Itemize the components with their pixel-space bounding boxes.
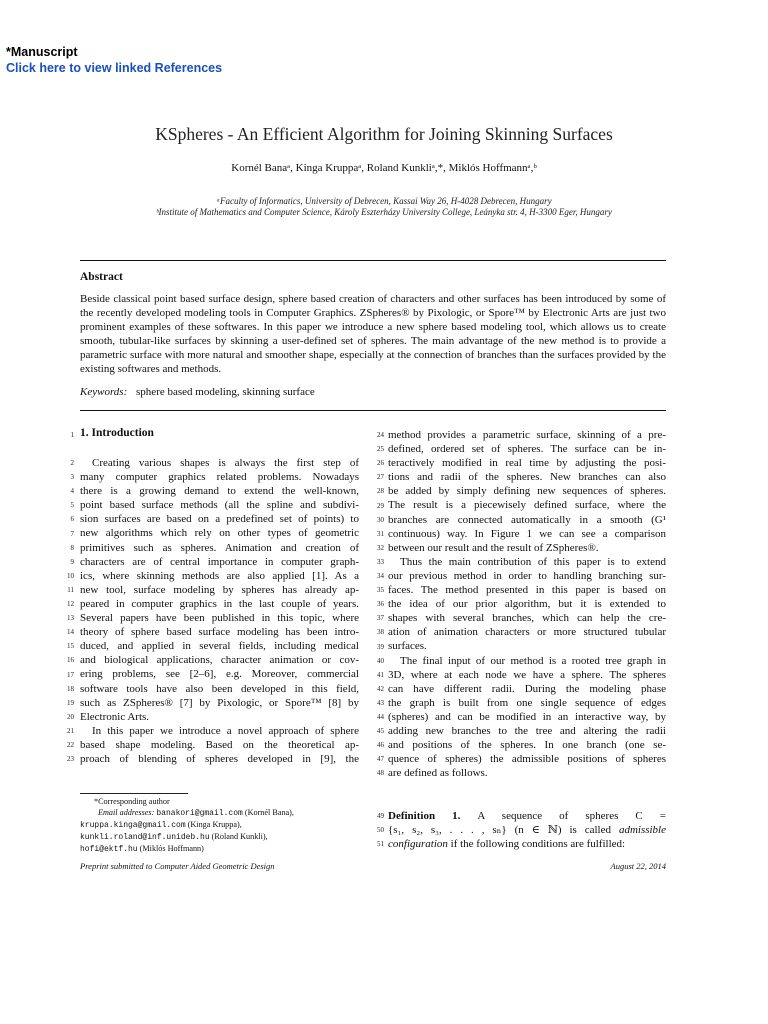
keywords — [80, 386, 315, 398]
emphasis: admissible — [618, 824, 666, 837]
line-number: 42 — [377, 684, 384, 693]
line-number: 22 — [67, 741, 74, 749]
email-owner: (Kornél Bana), — [244, 808, 294, 817]
line-number: 8 — [70, 543, 74, 552]
line-number: 7 — [70, 529, 74, 538]
text-line: tions and radii of the spheres. New branches can also — [388, 471, 666, 484]
line-number: 21 — [67, 726, 74, 735]
preprint-note: Preprint submitted to Computer Aided Geometric Design — [80, 861, 275, 871]
line-number: 51 — [377, 840, 384, 849]
linked-references-link[interactable]: Click here to view linked References — [6, 61, 223, 75]
affiliation-a: ᵃFaculty of Informatics, University of Debrecen, Kassai Way 26, H-4028 Debrecen, Hungary — [216, 196, 552, 206]
text-line: (spheres) and can be modified in an interactive way, by — [388, 710, 666, 723]
affiliation-b: ᵇInstitute of Mathematics and Computer Science, Károly Eszterházy University College, Leányka str. 4, H-3300 Eger, Hungary — [156, 207, 612, 217]
left-column-body — [80, 456, 359, 766]
keywords-value: sphere based modeling, skinning surface — [136, 386, 315, 398]
text-line: Electronic Arts. — [80, 710, 150, 723]
line-number: 33 — [377, 557, 384, 566]
text-line: surfaces. — [388, 640, 427, 653]
line-number: 32 — [377, 543, 384, 552]
line-number: 38 — [377, 628, 384, 637]
line-number: 26 — [377, 459, 384, 468]
emphasis: configuration — [388, 838, 448, 851]
author-list: Kornél Banaᵃ, Kinga Kruppaᵃ, Roland Kunkliᵃ,*, Miklós Hoffmannᵃ,ᵇ — [231, 162, 537, 174]
email-owner: (Miklós Hoffmann) — [139, 844, 204, 853]
email-line — [80, 843, 370, 855]
line-number: 24 — [377, 431, 384, 439]
line-number: 4 — [70, 487, 74, 496]
text-line: new tool, surface modeling by spheres has already ap- — [80, 583, 359, 596]
line-number: 23 — [67, 755, 74, 764]
email-address[interactable]: banakori@gmail.com — [156, 809, 243, 818]
line-number: 10 — [67, 571, 74, 580]
email-owner: (Roland Kunkli), — [211, 832, 268, 841]
text-line: and biological applications, character animation or cov- — [80, 654, 359, 667]
line-number: 37 — [377, 614, 384, 623]
text-line: teractively modified in real time by adjusting the posi- — [388, 457, 666, 470]
text-line: such as ZSpheres® [7] by Pixologic, or Spore™ [8] by — [80, 696, 359, 709]
text-line: ics, where skinning methods are also applied [1]. As a — [80, 569, 359, 582]
definition-1 — [388, 809, 666, 851]
line-number: 46 — [377, 741, 384, 750]
email-address[interactable]: kunkli.roland@inf.unideb.hu — [80, 833, 210, 842]
line-number: 5 — [70, 501, 74, 510]
text-line: can have different radii. During the modeling phase — [388, 682, 666, 695]
text-line: continuous) way. In Figure 1 we can see a comparison — [388, 527, 666, 540]
text-line: characters are of central importance in computer graph- — [80, 555, 359, 568]
line-number: 19 — [67, 698, 74, 707]
manuscript-label: *Manuscript — [6, 45, 78, 59]
keywords-label: Keywords: — [80, 386, 128, 398]
text-line: software tools have also been developed in this field, — [80, 682, 359, 695]
definition-line: {s₁, s₂, s₃, . . . , sₙ} (n ∈ ℕ) is called admissible — [388, 824, 666, 837]
definition-label: Definition 1. — [388, 810, 478, 822]
text-line: there is a growing demand to extend the well-known, — [80, 485, 359, 498]
definition-line: configuration if the following conditions are fulfilled: — [388, 838, 626, 851]
line-number: 39 — [377, 642, 384, 651]
text-line: new algorithms which rely on other types of geometric — [80, 527, 359, 540]
line-number: 44 — [377, 713, 384, 721]
text-line: based shape modeling. Based on the theoretical ap- — [80, 738, 359, 751]
line-number: 3 — [70, 473, 74, 482]
text-line: The final input of our method is a rooted tree graph in — [400, 654, 666, 667]
email-address[interactable]: hofi@ektf.hu — [80, 845, 138, 854]
abstract-text: Beside classical point based surface design, sphere based creation of characters and other surfaces has been introduced by some of the recently developed modeling tools in Computer Graphics. ZSpheres® by Pixologic, or Spore™ by Electronic Arts are just two prominent examples of these softwares. In this paper we introduce a new sphere based modeling tool, which allows us to create smooth, tubular-like surfaces by skinning a user-defined set of spheres. The main advantage of the new method is to provide a parametric surface with more natural and smoother shape, especially at the connection of branches than the surfaces provided by the existing softwares and methods. — [80, 293, 666, 376]
text-line: the idea of our prior algorithm, but it is extended to — [388, 598, 666, 611]
abstract-heading: Abstract — [80, 271, 123, 283]
text-line: duced, and applied in several fields, including medical — [80, 640, 359, 653]
text-line: defined, ordered set of spheres. The surface can be in- — [388, 443, 666, 456]
line-number: 27 — [377, 473, 384, 482]
line-number: 9 — [70, 557, 74, 566]
line-number: 29 — [377, 501, 384, 510]
paper-title: KSpheres - An Efficient Algorithm for Joining Skinning Surfaces — [155, 124, 613, 144]
email-owner: (Kinga Kruppa), — [187, 820, 242, 829]
line-number: 15 — [67, 642, 74, 651]
line-number: 6 — [70, 515, 74, 524]
line-number: 11 — [67, 585, 74, 594]
text-line: Several papers have been published in this topic, where — [80, 612, 359, 625]
text-line: Thus the main contribution of this paper is to extend — [400, 555, 666, 568]
line-number: 13 — [67, 614, 74, 623]
line-number: 25 — [377, 445, 384, 454]
text-line: ation of animation characters or more structured tubular — [388, 626, 666, 639]
text-line: Creating various shapes is always the first step of — [92, 457, 359, 469]
line-number: 34 — [377, 572, 384, 580]
text-line: sion surfaces are based on a predefined set of points) to — [80, 513, 359, 526]
text-line: theory of sphere based surface modeling has been intro- — [80, 626, 359, 639]
line-number: 14 — [67, 628, 74, 637]
text-line: quence of spheres) the admissible positions of spheres — [388, 753, 666, 766]
text-line: ering problems, see [2–6], e.g. Moreover, commercial — [80, 668, 359, 681]
line-number: 31 — [377, 529, 384, 538]
abstract-bottom-rule — [80, 410, 666, 411]
line-number: 49 — [377, 812, 384, 820]
line-number: 17 — [67, 670, 74, 679]
text-line: method provides a parametric surface, skinning of a pre- — [388, 429, 666, 441]
text-line: shapes with several branches, which can help the cre- — [388, 612, 666, 625]
definition-line: Definition 1. A sequence of spheres C = — [388, 810, 666, 822]
text-line: In this paper we introduce a novel approach of sphere — [92, 724, 359, 737]
footnote — [80, 796, 370, 855]
line-number: 41 — [377, 670, 384, 679]
line-number: 50 — [377, 826, 384, 835]
line-number: 47 — [377, 755, 384, 764]
text-line: faces. The method presented in this paper is based on — [388, 584, 666, 597]
line-number: 30 — [377, 515, 384, 524]
text-line: primitives such as spheres. Animation and creation of — [80, 541, 359, 554]
email-line — [80, 831, 370, 843]
text-line: many computer graphics related problems. Nowadays — [80, 471, 359, 484]
footnote-rule — [80, 793, 188, 794]
text-line: our previous method in order to handling branching sur- — [388, 569, 666, 582]
abstract-top-rule — [80, 260, 666, 261]
manuscript-banner — [6, 44, 222, 76]
text-line: be added by simply defining new sequences of spheres. — [388, 485, 666, 498]
line-number: 43 — [377, 698, 384, 707]
line-number: 18 — [67, 684, 74, 693]
line-number: 1 — [70, 431, 74, 439]
right-column-body — [388, 428, 666, 780]
email-address[interactable]: kruppa.kinga@gmail.com — [80, 821, 186, 830]
line-number: 2 — [70, 459, 74, 467]
line-number: 28 — [377, 487, 384, 496]
corresponding-author-note: *Corresponding author — [94, 797, 170, 806]
text-line: branches are connected automatically in a smooth (G¹ — [388, 513, 666, 526]
text-line: and positions of the spheres. In one branch (one se- — [388, 739, 666, 752]
text-line: between our result and the result of ZSpheres®. — [388, 541, 599, 554]
text-line: peared in computer graphics in the last couple of years. — [80, 597, 359, 610]
line-number: 36 — [377, 600, 384, 609]
text-line: the graph is built from one single sequence of edges — [388, 696, 666, 709]
text-line: point based surface methods (all the spline and subdivi- — [80, 499, 359, 512]
email-line — [80, 807, 370, 819]
line-number: 20 — [67, 712, 74, 721]
line-number: 16 — [67, 656, 74, 665]
line-number: 45 — [377, 727, 384, 736]
line-number: 40 — [377, 656, 384, 665]
email-label: Email addresses: — [98, 808, 155, 817]
preprint-date: August 22, 2014 — [610, 861, 666, 871]
text-line: adding new branches to the tree and altering the radii — [388, 724, 666, 737]
text-line: proach of blending of spheres developed in [9], the — [80, 752, 359, 765]
section-heading-introduction: 1. Introduction — [80, 427, 154, 439]
text-line: are defined as follows. — [388, 767, 488, 780]
email-line — [80, 819, 370, 831]
text-line: 3D, where at each node we have a sphere. The spheres — [388, 668, 666, 681]
line-number: 48 — [377, 769, 384, 778]
line-number: 35 — [377, 586, 384, 595]
line-number: 12 — [67, 600, 74, 608]
text-line: The result is a piecewisely defined surface, where the — [388, 499, 666, 512]
